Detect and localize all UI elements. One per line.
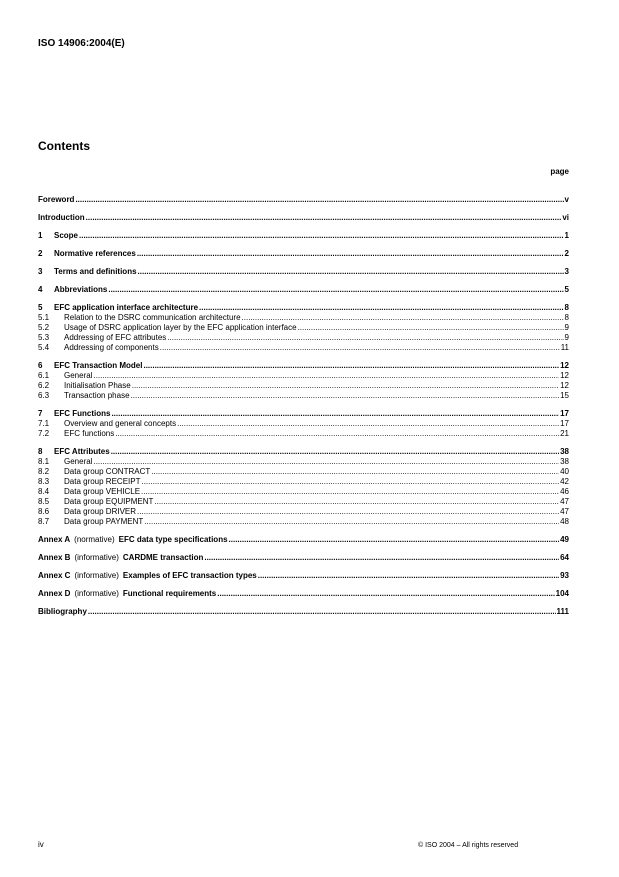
toc-entry-title: Relation to the DSRC communication architecture (64, 313, 241, 322)
toc-entry-title: EFC Functions (54, 409, 111, 418)
footer-page-number: iv (38, 840, 44, 849)
toc-entry-page: 8 (564, 303, 569, 312)
toc-entry-title: Introduction (38, 213, 85, 222)
toc-entry-page: 17 (560, 409, 569, 418)
toc-entry-title: Addressing of EFC attributes (64, 333, 167, 342)
toc-entry-page: 12 (560, 371, 569, 380)
toc-entry-number: 8.2 (38, 467, 50, 476)
toc-entry-title: Foreword (38, 195, 75, 204)
toc-entry-number: 8.1 (38, 457, 50, 466)
toc-entry-page: v (564, 195, 569, 204)
toc-entry-title: Data group RECEIPT (64, 477, 141, 486)
toc-entry-page: 47 (560, 507, 569, 516)
toc-entry-section-8[interactable] (38, 447, 569, 457)
toc-entry-number: 8.5 (38, 497, 50, 506)
toc-entry-title: Terms and definitions (54, 267, 137, 276)
toc-entry-page: 40 (560, 467, 569, 476)
toc-entry-title: Functional requirements (122, 589, 217, 598)
toc-entry-number: 1 (38, 231, 43, 240)
toc-entry-page: 111 (556, 607, 569, 616)
toc-entry-introduction[interactable] (38, 213, 569, 223)
toc-entry-abbreviations[interactable] (38, 285, 569, 295)
annex-type: (informative) (74, 553, 119, 562)
toc-entry-page: 42 (560, 477, 569, 486)
toc-entry-title: Initialisation Phase (64, 381, 131, 390)
annex-label: Annex D (38, 589, 71, 598)
toc-entry-8-3[interactable] (38, 477, 569, 487)
toc-entry-5-3[interactable] (38, 333, 569, 343)
toc-entry-number: 4 (38, 285, 43, 294)
toc-entry-number: 6 (38, 361, 43, 370)
toc-entry-8-1[interactable] (38, 457, 569, 467)
toc-entry-page: 104 (555, 589, 569, 598)
contents-heading: Contents (38, 139, 90, 153)
toc-entry-number: 6.3 (38, 391, 50, 400)
toc-entry-8-6[interactable] (38, 507, 569, 517)
toc-entry-number: 2 (38, 249, 43, 258)
toc-entry-title: Usage of DSRC application layer by the EFC application interface (64, 323, 297, 332)
toc-entry-6-3[interactable] (38, 391, 569, 401)
toc-entry-number: 6.2 (38, 381, 50, 390)
toc-entry-section-7[interactable] (38, 409, 569, 419)
toc-entry-page: 47 (560, 497, 569, 506)
annex-type: (normative) (74, 535, 115, 544)
toc-entry-annex-a[interactable] (38, 535, 569, 545)
toc-entry-page: 93 (560, 571, 569, 580)
toc-entry-title: EFC data type specifications (118, 535, 228, 544)
annex-label: Annex B (38, 553, 71, 562)
toc-entry-title: Bibliography (38, 607, 87, 616)
annex-label: Annex C (38, 571, 71, 580)
toc-entry-8-2[interactable] (38, 467, 569, 477)
toc-entry-page: 49 (560, 535, 569, 544)
toc-entry-number: 8.4 (38, 487, 50, 496)
toc-entry-title: Data group EQUIPMENT (64, 497, 154, 506)
toc-entry-section-5[interactable] (38, 303, 569, 313)
footer-copyright: © ISO 2004 – All rights reserved (418, 842, 519, 849)
toc-entry-page: 5 (564, 285, 569, 294)
toc-entry-bibliography[interactable] (38, 607, 569, 617)
toc-entry-title: Examples of EFC transaction types (122, 571, 257, 580)
toc-entry-annex-d[interactable] (38, 589, 569, 599)
toc-entry-8-7[interactable] (38, 517, 569, 527)
annex-type: (informative) (74, 571, 119, 580)
toc-entry-page: 38 (560, 447, 569, 456)
toc-entry-6-1[interactable] (38, 371, 569, 381)
toc-entry-title: Data group CONTRACT (64, 467, 151, 476)
toc-entry-page: 2 (564, 249, 569, 258)
toc-entry-number: 5 (38, 303, 43, 312)
toc-entry-number: 8 (38, 447, 43, 456)
toc-entry-page: 9 (564, 323, 569, 332)
toc-entry-8-4[interactable] (38, 487, 569, 497)
toc-entry-8-5[interactable] (38, 497, 569, 507)
toc-entry-title: EFC Attributes (54, 447, 110, 456)
toc-entry-number: 7 (38, 409, 43, 418)
toc-entry-page: 8 (564, 313, 569, 322)
toc-entry-number: 5.4 (38, 343, 50, 352)
document-id: ISO 14906:2004(E) (38, 38, 125, 49)
toc-entry-title: Addressing of components (64, 343, 159, 352)
toc-entry-title: Data group VEHICLE (64, 487, 141, 496)
toc-entry-7-1[interactable] (38, 419, 569, 429)
toc-entry-page: 15 (560, 391, 569, 400)
page-column-label: page (550, 167, 569, 176)
table-of-contents (38, 195, 569, 617)
toc-entry-title: Normative references (54, 249, 136, 258)
toc-entry-title: Data group PAYMENT (64, 517, 144, 526)
toc-entry-page: 9 (564, 333, 569, 342)
toc-entry-5-4[interactable] (38, 343, 569, 353)
toc-entry-number: 5.3 (38, 333, 50, 342)
toc-entry-number: 7.2 (38, 429, 50, 438)
toc-entry-number: 7.1 (38, 419, 50, 428)
toc-entry-section-6[interactable] (38, 361, 569, 371)
toc-entry-scope[interactable] (38, 231, 569, 241)
toc-entry-page: vi (562, 213, 569, 222)
toc-entry-number: 3 (38, 267, 43, 276)
toc-entry-page: 3 (564, 267, 569, 276)
toc-entry-title: EFC functions (64, 429, 115, 438)
toc-entry-title: Overview and general concepts (64, 419, 177, 428)
toc-entry-number: 5.1 (38, 313, 50, 322)
toc-entry-page: 17 (560, 419, 569, 428)
toc-entry-7-2[interactable] (38, 429, 569, 439)
toc-entry-page: 21 (560, 429, 569, 438)
toc-entry-terms-definitions[interactable] (38, 267, 569, 277)
toc-entry-title: Transaction phase (64, 391, 130, 400)
toc-entry-page: 1 (564, 231, 569, 240)
toc-entry-page: 12 (560, 361, 569, 370)
toc-entry-number: 8.3 (38, 477, 50, 486)
annex-label: Annex A (38, 535, 71, 544)
toc-entry-6-2[interactable] (38, 381, 569, 391)
toc-entry-number: 6.1 (38, 371, 50, 380)
toc-entry-title: CARDME transaction (122, 553, 204, 562)
toc-entry-annex-b[interactable] (38, 553, 569, 563)
toc-entry-page: 64 (560, 553, 569, 562)
annex-type: (informative) (74, 589, 119, 598)
toc-entry-title: EFC Transaction Model (54, 361, 143, 370)
toc-entry-title: Data group DRIVER (64, 507, 137, 516)
toc-entry-title: EFC application interface architecture (54, 303, 199, 312)
toc-entry-number: 5.2 (38, 323, 50, 332)
toc-entry-page: 48 (560, 517, 569, 526)
toc-entry-5-2[interactable] (38, 323, 569, 333)
toc-entry-normative-references[interactable] (38, 249, 569, 259)
toc-entry-number: 8.7 (38, 517, 50, 526)
toc-entry-page: 12 (560, 381, 569, 390)
toc-entry-title: Scope (54, 231, 79, 240)
toc-entry-title: General (64, 457, 93, 466)
toc-entry-title: Abbreviations (54, 285, 108, 294)
toc-entry-page: 38 (560, 457, 569, 466)
toc-entry-annex-c[interactable] (38, 571, 569, 581)
toc-entry-title: General (64, 371, 93, 380)
toc-entry-number: 8.6 (38, 507, 50, 516)
toc-entry-foreword[interactable] (38, 195, 569, 205)
toc-entry-5-1[interactable] (38, 313, 569, 323)
toc-entry-page: 11 (560, 343, 569, 352)
toc-entry-page: 46 (560, 487, 569, 496)
